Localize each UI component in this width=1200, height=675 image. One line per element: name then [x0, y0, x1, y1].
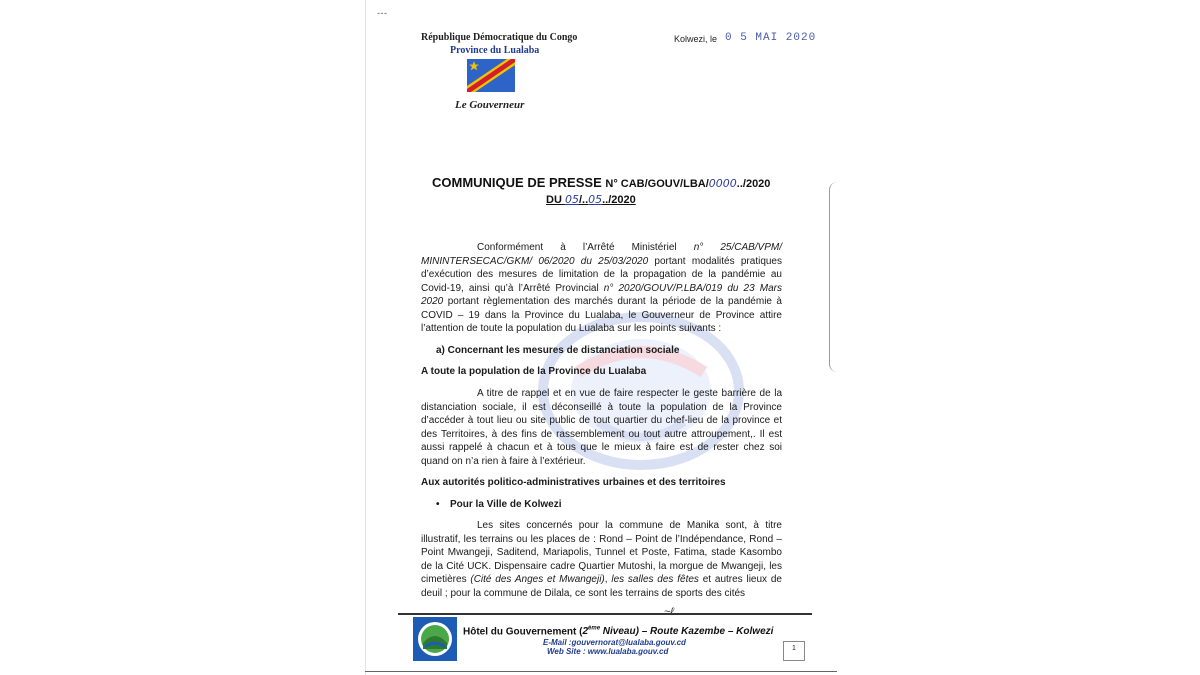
title-date-month: 05	[588, 193, 603, 206]
intro-ref-provincial: n° 2020/GOUV/P.LBA/019 du 23 Mars 2020	[421, 282, 782, 307]
title-date-year: ../2020	[602, 194, 636, 206]
header-republic: République Démocratique du Congo	[421, 32, 578, 43]
scan-mark: - - -	[377, 8, 386, 18]
section-a-heading: a) Concernant les mesures de distanciation sociale	[436, 345, 680, 356]
reminder-text: A titre de rappel et en vue de faire respecter le geste barrière de la distanciation sociale, il est déconseillé à toute la population de la Province d’accéder à tout lieu ou site public de tout quartier du chef-lieu de la province et des Territoires, à des fins de rassemblement ou tout autre attroupement,. Il est aussi rappelé à chacun et à tous que le mieux à faire est de rester chez soi quand on n’a rien à faire à l’extérieur.	[421, 388, 782, 467]
sites-text-c: et autres lieux de deuil ; pour la commune de Dilala, ce sont les terrains de sports des cités	[421, 574, 782, 599]
intro-ref-ministerial: n° 25/CAB/VPM/ MININTERSECAC/GKM/ 06/2020 du 25/03/2020	[421, 242, 783, 267]
bullet-kolwezi	[436, 499, 562, 510]
header-governor: Le Gouverneur	[455, 99, 525, 111]
lualaba-logo-icon	[413, 617, 457, 661]
subheading-authorities: Aux autorités politico-administratives urbaines et des territoires	[421, 477, 726, 488]
footer-email: E-Mail :gouvernorat@lualaba.gouv.cd	[543, 638, 686, 647]
footer-floor-suffix: ème	[588, 626, 601, 632]
footer-address-b: Niveau) – Route Kazembe – Kolwezi	[600, 626, 774, 638]
bullet-kolwezi-label: Pour la Ville de Kolwezi	[450, 499, 562, 510]
subheading-population: A toute la population de la Province du Lualaba	[421, 366, 647, 377]
drc-flag-icon	[467, 59, 515, 92]
footer-address	[463, 626, 773, 637]
page-bottom-edge	[365, 671, 837, 672]
sites-cemeteries: (Cité des Anges et Mwangeji)	[470, 574, 605, 585]
sites-text-b: ,	[604, 574, 612, 585]
paragraph-intro	[421, 241, 782, 336]
footer-address-a: Hôtel du Gouvernement (	[463, 626, 583, 638]
page-edge-mark	[829, 182, 840, 372]
press-release-date	[546, 193, 636, 206]
intro-text-a: Conformément à l’Arrêté Ministériel	[477, 242, 694, 253]
title-year: ../2020	[736, 178, 771, 190]
intro-text-b: portant modalités pratiques d’exécution des mesures de limitation de la propagation de la pandémie au Covid-19, ainsi qu’à l’Arrêté Provincial	[421, 255, 782, 294]
place-label: Kolwezi, le	[674, 34, 718, 44]
footer-divider	[398, 613, 812, 615]
title-date-prefix: DU	[546, 194, 565, 206]
footer-initials: ~ℓ	[664, 606, 674, 618]
paragraph-sites	[421, 519, 782, 600]
sites-text-a: Les sites concernés pour la commune de Manika sont, à titre illustratif, les terrains ou les places de : Rond – Point de l’Indépendance, Rond – Point Mwangeji, Saditend, Mariapolis, Tunnel et Poste, Fatima, stade Kasombo de la Cité UCK. Dispensaire cadre Quartier Mutoshi, la morgue de Mwangeji, les cimetières	[421, 520, 782, 585]
title-prefix: COMMUNIQUE DE PRESSE	[432, 175, 602, 190]
title-date-sep: /..	[578, 194, 589, 206]
title-date-day: 05	[564, 193, 579, 206]
intro-text-c: portant règlementation des marchés durant la période de la pandémie à COVID – 19 dans la Province du Lualaba, le Gouverneur de Province attire l’attention de toute la population du Lualaba sur les points suivants :	[421, 296, 782, 334]
bullet-dot-icon: •	[436, 499, 440, 510]
title-handwritten-number: 0000	[708, 177, 737, 190]
footer-website: Web Site : www.lualaba.gouv.cd	[547, 647, 669, 656]
header-province: Province du Lualaba	[450, 45, 540, 56]
date-stamp: 0 5 MAI 2020	[725, 32, 817, 44]
press-release-title	[432, 175, 770, 190]
page-number: 1	[783, 641, 805, 661]
footer-floor-number: 2	[582, 626, 589, 638]
sites-halls: les salles des fêtes	[611, 574, 699, 585]
paragraph-reminder	[421, 387, 782, 468]
title-ref: N° CAB/GOUV/LBA/	[605, 178, 709, 190]
